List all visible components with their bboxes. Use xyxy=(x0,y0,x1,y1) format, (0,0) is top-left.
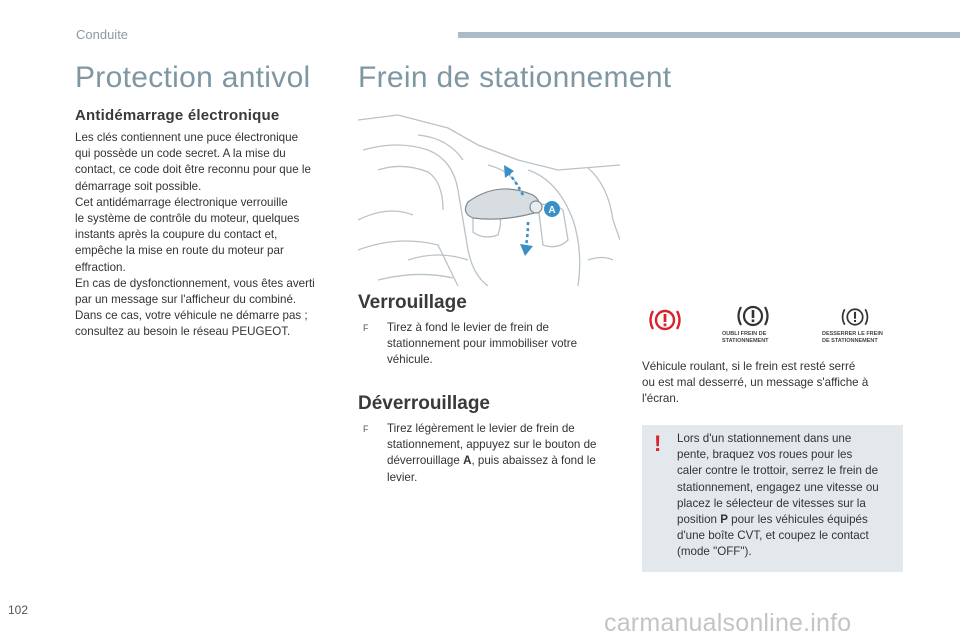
text-line: Tirez légèrement le levier de frein de xyxy=(387,422,575,435)
callout-letter-a: A xyxy=(548,205,556,216)
text-line: En cas de dysfonctionnement, vous êtes averti xyxy=(75,276,315,290)
note-text xyxy=(677,431,899,561)
text-line: Dans ce cas, votre véhicule ne démarre pas ; xyxy=(75,309,308,323)
text-line: Lors d'un stationnement dans une xyxy=(677,432,852,445)
deverrouillage-bullet xyxy=(363,421,613,491)
bullet-mark: F xyxy=(363,424,369,434)
text-line: contact, ce code doit être reconnu pour que le xyxy=(75,163,311,177)
brake-warning-icon xyxy=(736,302,770,330)
text-line: démarrage soit possible. xyxy=(75,179,202,193)
text-line: ou est mal desserré, un message s'affiche à xyxy=(642,376,869,390)
text-line: effraction. xyxy=(75,260,126,274)
brake-warning-icon xyxy=(840,305,870,329)
bold-letter-p: P xyxy=(720,513,728,527)
parking-brake-illustration xyxy=(358,110,620,286)
heading-deverrouillage: Déverrouillage xyxy=(358,393,490,414)
vehicule-roulant-paragraph xyxy=(642,359,904,408)
text-line: consultez au besoin le réseau PEUGEOT. xyxy=(75,325,291,339)
label-line: OUBLI FREIN DE xyxy=(722,331,767,337)
deverrouillage-text xyxy=(387,421,609,486)
text-segment: position xyxy=(677,513,721,527)
text-line: Véhicule roulant, si le frein est resté serré xyxy=(642,360,856,373)
text-line: qui possède un code secret. A la mise du xyxy=(75,147,286,161)
text-segment: déverrouillage xyxy=(387,454,464,468)
label-line: DESSERRER LE FREIN xyxy=(822,331,883,337)
text-line: instants après la coupure du contact et, xyxy=(75,228,278,242)
warning-icons-row xyxy=(640,302,910,350)
text-line: Tirez à fond le levier de frein de xyxy=(387,321,549,334)
subtitle-antidemarrage: Antidémarrage électronique xyxy=(75,107,280,124)
text-line: stationnement pour immobiliser votre xyxy=(387,337,578,351)
text-line: d'une boîte CVT, et coupez le contact xyxy=(677,529,869,543)
text-line xyxy=(387,453,609,469)
page-number: 102 xyxy=(8,603,29,617)
text-line: caler contre le trottoir, serrez le frein de xyxy=(677,464,879,478)
text-line: empêche la mise en route du moteur par xyxy=(75,244,284,258)
warning-note-box xyxy=(642,425,903,572)
exclamation-icon: ! xyxy=(654,431,662,456)
antidemarrage-paragraph xyxy=(75,130,337,341)
text-line: par un message sur l'afficheur du combiné. xyxy=(75,293,297,307)
text-line: stationnement, appuyez sur le bouton de xyxy=(387,438,597,452)
text-line: stationnement, engagez une vitesse ou xyxy=(677,480,879,494)
section-header-bar xyxy=(458,32,960,38)
warning-label-oubli xyxy=(722,331,769,344)
label-line: STATIONNEMENT xyxy=(722,337,769,344)
text-line: véhicule. xyxy=(387,353,433,367)
text-line: l'écran. xyxy=(642,392,680,406)
site-watermark: carmanualsonline.info xyxy=(604,609,852,637)
verrouillage-text xyxy=(387,320,609,369)
text-line: (mode "OFF"). xyxy=(677,545,752,559)
text-line: levier. xyxy=(387,470,418,484)
page-title-antivol: Protection antivol xyxy=(75,61,311,94)
brake-warning-icon xyxy=(648,306,682,334)
text-line: pente, braquez vos roues pour les xyxy=(677,448,853,462)
text-line: Les clés contiennent une puce électronique xyxy=(75,131,299,144)
bullet-mark: F xyxy=(363,323,369,333)
label-line: DE STATIONNEMENT xyxy=(822,337,878,344)
text-line: placez le sélecteur de vitesses sur la xyxy=(677,496,866,510)
text-line: Cet antidémarrage électronique verrouille xyxy=(75,195,288,209)
text-line: le système de contrôle du moteur, quelques xyxy=(75,212,300,226)
text-line xyxy=(677,512,899,528)
heading-verrouillage: Verrouillage xyxy=(358,292,467,313)
bold-letter-a: A xyxy=(463,454,472,468)
warning-label-desserrer xyxy=(822,331,883,344)
page-title-frein: Frein de stationnement xyxy=(358,61,672,94)
verrouillage-bullet xyxy=(363,320,613,370)
text-segment: , puis abaissez à fond le xyxy=(471,454,596,468)
section-header-label: Conduite xyxy=(76,27,129,42)
text-segment: pour les véhicules équipés xyxy=(727,513,868,527)
